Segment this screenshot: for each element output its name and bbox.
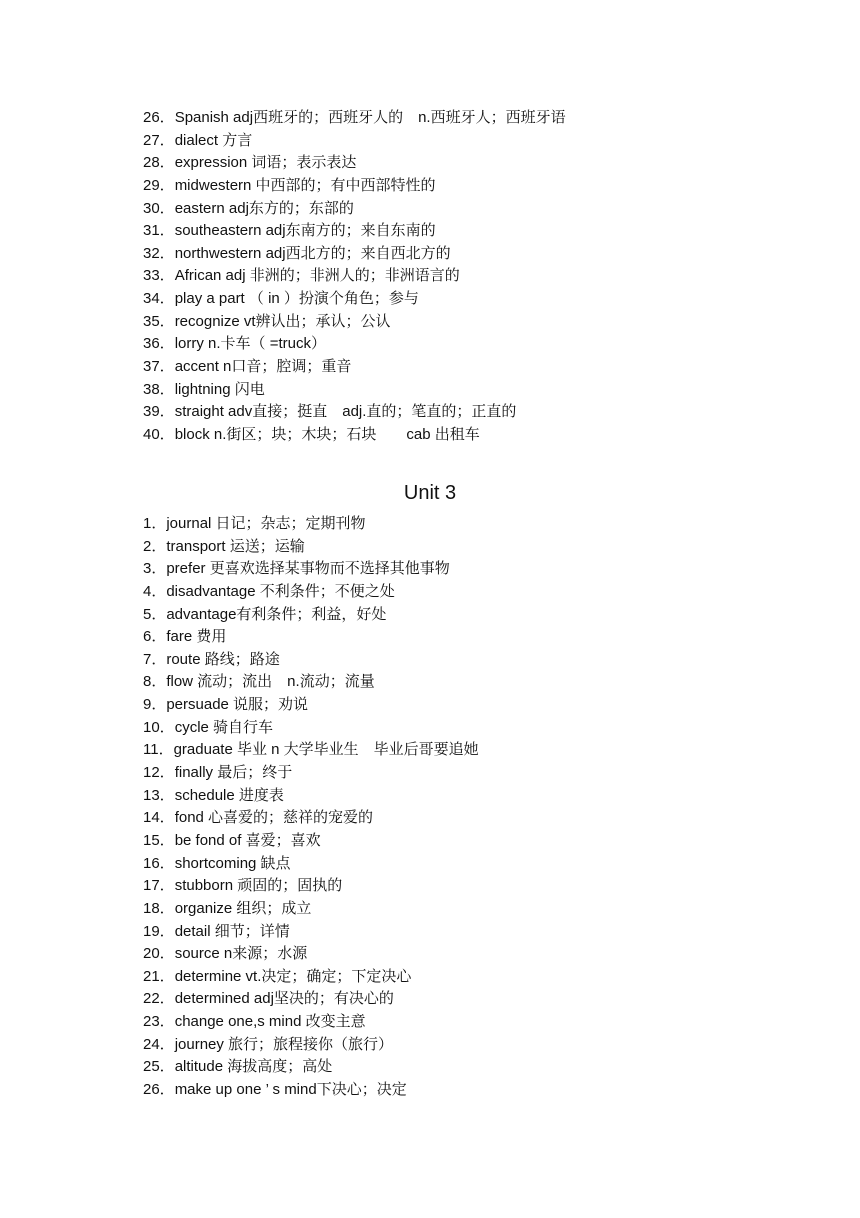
vocabulary-item xyxy=(143,875,479,898)
item-text: advantage有利条件；利益，好处 xyxy=(166,605,387,623)
item-text: lightning 闪电 xyxy=(174,380,265,398)
item-number: 16． xyxy=(143,854,175,872)
item-number: 1． xyxy=(143,515,167,532)
vocabulary-item xyxy=(143,943,479,966)
item-number: 17． xyxy=(143,877,175,895)
item-number: 18． xyxy=(143,899,175,917)
item-number: 28． xyxy=(143,154,175,172)
vocabulary-item xyxy=(143,558,479,581)
item-number: 5． xyxy=(143,605,167,623)
item-number: 30． xyxy=(143,199,175,217)
item-text: schedule 进度表 xyxy=(174,786,284,804)
item-number: 6． xyxy=(143,628,167,646)
item-text: graduate 毕业 n 大学毕业生 毕业后哥要追她 xyxy=(173,741,479,759)
item-text: cycle 骑自行车 xyxy=(174,718,274,736)
vocabulary-item xyxy=(143,853,479,876)
item-text: disadvantage 不利条件；不便之处 xyxy=(166,582,395,600)
item-number: 11． xyxy=(143,741,174,759)
vocabulary-item xyxy=(143,604,479,627)
unit-3-heading: Unit 3 xyxy=(403,482,457,504)
vocabulary-item xyxy=(143,581,479,604)
item-number: 35． xyxy=(143,312,175,330)
item-number: 33． xyxy=(143,267,175,285)
vocabulary-item xyxy=(143,536,479,559)
vocabulary-item xyxy=(143,311,566,334)
item-text: journey 旅行；旅程接你（旅行） xyxy=(174,1035,394,1053)
item-number: 21． xyxy=(143,967,175,985)
item-number: 37． xyxy=(143,358,175,376)
item-number: 19． xyxy=(143,922,175,940)
item-text: persuade 说服；劝说 xyxy=(166,696,309,714)
item-text: shortcoming 缺点 xyxy=(174,854,291,872)
vocabulary-list-unit-3 xyxy=(143,513,479,1102)
vocabulary-item xyxy=(143,401,566,424)
item-text: African adj 非洲的；非洲人的；非洲语言的 xyxy=(174,267,460,285)
item-text: detail 细节；详情 xyxy=(174,922,290,940)
item-number: 14． xyxy=(143,809,175,827)
vocabulary-item xyxy=(143,333,566,356)
item-number: 34． xyxy=(143,290,175,308)
item-number: 38． xyxy=(143,380,175,398)
vocabulary-item xyxy=(143,807,479,830)
vocabulary-item xyxy=(143,1079,479,1102)
vocabulary-item xyxy=(143,694,479,717)
vocabulary-item xyxy=(143,107,566,130)
vocabulary-item xyxy=(143,356,566,379)
vocabulary-item xyxy=(143,966,479,989)
item-number: 26． xyxy=(143,1081,175,1099)
item-number: 9． xyxy=(143,696,167,714)
item-number: 27． xyxy=(143,131,175,149)
vocabulary-list-previous-unit xyxy=(143,107,566,447)
item-text: accent n口音；腔调；重音 xyxy=(174,358,352,376)
vocabulary-item xyxy=(143,830,479,853)
item-text: transport 运送；运输 xyxy=(166,537,305,555)
item-number: 20． xyxy=(143,945,175,963)
item-number: 3． xyxy=(143,560,167,578)
vocabulary-item xyxy=(143,1034,479,1057)
vocabulary-item xyxy=(143,198,566,221)
item-number: 22． xyxy=(143,990,175,1008)
vocabulary-item xyxy=(143,671,479,694)
vocabulary-item xyxy=(143,626,479,649)
vocabulary-item xyxy=(143,785,479,808)
item-text: block n.街区；块；木块；石块 cab 出租车 xyxy=(174,425,480,443)
vocabulary-item xyxy=(143,175,566,198)
vocabulary-item xyxy=(143,988,479,1011)
item-text: straight adv直接；挺直 adj.直的；笔直的；正直的 xyxy=(174,403,517,421)
vocabulary-item xyxy=(143,424,566,447)
item-text: dialect 方言 xyxy=(174,131,253,149)
item-text: fare 费用 xyxy=(166,628,227,646)
item-number: 2． xyxy=(143,537,167,555)
item-text: stubborn 顽固的；固执的 xyxy=(174,877,343,895)
item-number: 13． xyxy=(143,786,175,804)
item-text: be fond of 喜爱；喜欢 xyxy=(174,831,321,849)
vocabulary-item xyxy=(143,717,479,740)
vocabulary-item xyxy=(143,220,566,243)
item-number: 24． xyxy=(143,1035,175,1053)
item-text: eastern adj东方的；东部的 xyxy=(174,199,354,217)
item-text: southeastern adj东南方的；来自东南的 xyxy=(174,222,436,240)
vocabulary-item xyxy=(143,649,479,672)
vocabulary-item xyxy=(143,1011,479,1034)
item-text: route 路线；路途 xyxy=(166,650,280,668)
item-number: 29． xyxy=(143,176,175,194)
item-text: expression 词语；表示表达 xyxy=(174,154,357,172)
vocabulary-item xyxy=(143,379,566,402)
item-text: determined adj坚决的；有决心的 xyxy=(174,990,394,1008)
item-text: altitude 海拔高度；高处 xyxy=(174,1058,333,1076)
vocabulary-item xyxy=(143,898,479,921)
item-text: fond 心喜爱的；慈祥的宠爱的 xyxy=(174,809,374,827)
vocabulary-item xyxy=(143,243,566,266)
item-number: 32． xyxy=(143,244,175,262)
item-text: prefer 更喜欢选择某事物而不选择其他事物 xyxy=(166,560,450,578)
item-number: 40． xyxy=(143,425,175,443)
item-text: Spanish adj西班牙的；西班牙人的 n.西班牙人；西班牙语 xyxy=(174,109,566,126)
item-number: 23． xyxy=(143,1013,175,1031)
vocabulary-item xyxy=(143,152,566,175)
vocabulary-item xyxy=(143,513,479,536)
item-text: play a part （ in ）扮演个角色；参与 xyxy=(174,290,419,308)
item-text: northwestern adj西北方的；来自西北方的 xyxy=(174,244,451,262)
item-number: 15． xyxy=(143,831,175,849)
vocabulary-item xyxy=(143,739,479,762)
item-text: recognize vt辨认出；承认；公认 xyxy=(174,312,391,330)
item-number: 4． xyxy=(143,582,167,600)
item-text: lorry n.卡车（ =truck） xyxy=(174,335,326,353)
item-number: 10． xyxy=(143,718,175,736)
item-number: 7． xyxy=(143,650,167,668)
item-number: 31． xyxy=(143,222,175,240)
vocabulary-item xyxy=(143,921,479,944)
vocabulary-item xyxy=(143,762,479,785)
item-number: 26． xyxy=(143,109,175,126)
vocabulary-item xyxy=(143,265,566,288)
item-number: 36． xyxy=(143,335,175,353)
vocabulary-item xyxy=(143,288,566,311)
item-text: journal 日记；杂志；定期刊物 xyxy=(166,515,366,532)
item-number: 12． xyxy=(143,764,175,782)
item-number: 8． xyxy=(143,673,167,691)
item-text: source n来源；水源 xyxy=(174,945,308,963)
item-text: midwestern 中西部的；有中西部特性的 xyxy=(174,176,436,194)
item-number: 25． xyxy=(143,1058,175,1076)
item-text: make up one ’ s mind下决心；决定 xyxy=(174,1081,407,1099)
vocabulary-item xyxy=(143,130,566,153)
item-number: 39． xyxy=(143,403,175,421)
item-text: flow 流动；流出 n.流动；流量 xyxy=(166,673,375,691)
item-text: determine vt.决定；确定；下定决心 xyxy=(174,967,412,985)
item-text: organize 组织；成立 xyxy=(174,899,312,917)
item-text: finally 最后；终于 xyxy=(174,764,293,782)
item-text: change one,s mind 改变主意 xyxy=(174,1013,366,1031)
vocabulary-item xyxy=(143,1056,479,1079)
